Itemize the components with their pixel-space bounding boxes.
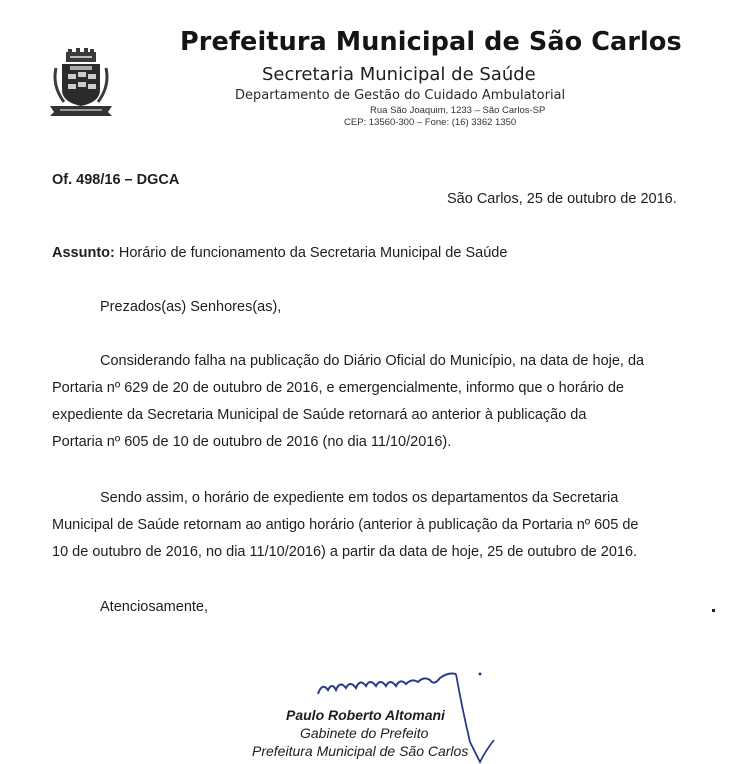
signatory-organization: Prefeitura Municipal de São Carlos	[252, 743, 469, 759]
closing: Atenciosamente,	[100, 599, 209, 615]
date-line: São Carlos, 25 de outubro de 2016.	[447, 191, 677, 207]
subject-line	[52, 245, 507, 261]
document-reference: Of. 498/16 – DGCA	[52, 172, 180, 188]
paragraph-line: Sendo assim, o horário de expediente em todos os departamentos da Secretaria	[100, 490, 619, 506]
paragraph-line: Municipal de Saúde retornam ao antigo horário (anterior à publicação da Portaria nº 605 de	[52, 517, 639, 533]
paragraph-line: Considerando falha na publicação do Diário Oficial do Município, na data de hoje, da	[100, 353, 645, 369]
paragraph-line: 10 de outubro de 2016, no dia 11/10/2016) a partir da data de hoje, 25 de outubro de 2016.	[52, 544, 638, 560]
stray-mark	[712, 609, 715, 612]
letterhead-title: Prefeitura Municipal de São Carlos	[180, 27, 682, 57]
letterhead-department: Departamento de Gestão do Cuidado Ambulatorial	[235, 88, 566, 103]
paragraph-line: Portaria nº 629 de 20 de outubro de 2016, e emergencialmente, informo que o horário de	[52, 380, 624, 396]
subject-label: Assunto:	[52, 245, 115, 261]
paragraph-line: expediente da Secretaria Municipal de Saúde retornará ao anterior à publicação da	[52, 407, 587, 423]
greeting: Prezados(as) Senhores(as),	[100, 299, 282, 315]
signatory-name: Paulo Roberto Altomani	[286, 707, 445, 723]
letterhead-subtitle: Secretaria Municipal de Saúde	[262, 64, 536, 85]
signatory-role: Gabinete do Prefeito	[300, 725, 429, 741]
letterhead-contact: CEP: 13560-300 – Fone: (16) 3362 1350	[344, 117, 517, 128]
subject-text: Horário de funcionamento da Secretaria Municipal de Saúde	[114, 245, 508, 261]
paragraph-line: Portaria nº 605 de 10 de outubro de 2016 (no dia 11/10/2016).	[52, 434, 452, 450]
letterhead-address: Rua São Joaquim, 1233 – São Carlos-SP	[370, 105, 546, 116]
coat-of-arms-icon	[46, 48, 116, 118]
